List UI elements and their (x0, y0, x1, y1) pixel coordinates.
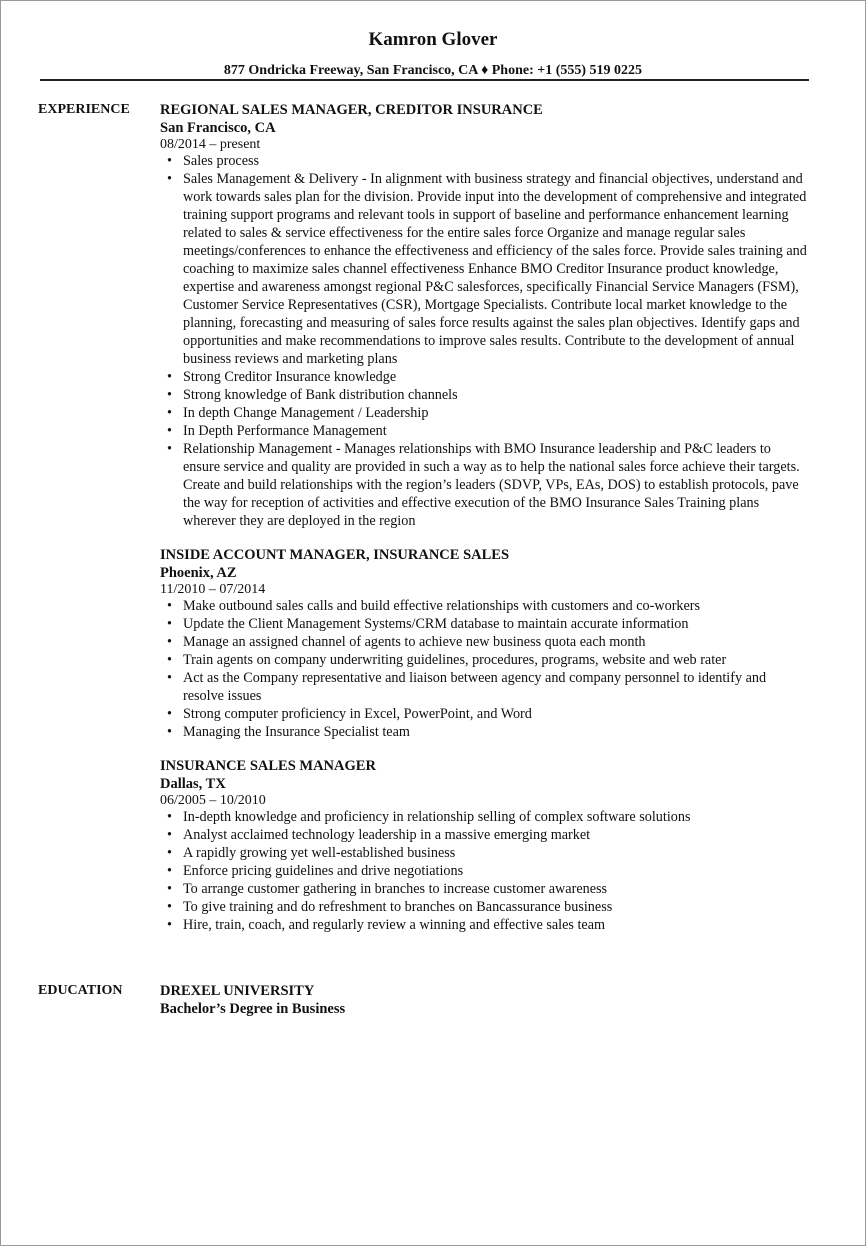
bullet-item: • In-depth knowledge and proficiency in relationship selling of complex software solutions (160, 808, 810, 826)
job-title: INSURANCE SALES MANAGER (160, 758, 376, 774)
job-dates: 11/2010 – 07/2014 (160, 582, 266, 597)
section-label-education: EDUCATION (38, 983, 123, 998)
bullet-item: • In depth Change Management / Leadership (160, 404, 810, 422)
degree-name: Bachelor’s Degree in Business (160, 1001, 346, 1017)
bullet-item: • Analyst acclaimed technology leadership in a massive emerging market (160, 826, 810, 844)
bullet-item: • Train agents on company underwriting guidelines, procedures, programs, website and web rater (160, 651, 810, 669)
job-location: Dallas, TX (160, 776, 226, 792)
job-dates: 08/2014 – present (160, 137, 261, 152)
bullet-item: • To give training and do refreshment to branches on Bancassurance business (160, 898, 810, 916)
bullet-item: • A rapidly growing yet well-established business (160, 844, 810, 862)
job-dates: 06/2005 – 10/2010 (160, 793, 266, 808)
contact-line: 877 Ondricka Freeway, San Francisco, CA ♦ Phone: +1 (555) 519 0225 (223, 63, 643, 78)
job-entry (160, 757, 810, 934)
bullet-item: • Strong Creditor Insurance knowledge (160, 368, 810, 386)
bullet-item: • Sales Management & Delivery - In alignment with business strategy and financial objectives, understand and work towards sales plan for the division. Provide input into the development of comprehensive and integrated training support programs and relevant tools in support of baseline and performance enhancement learning related to sales & service effectiveness for the entire sales force Organize and manage regular sales meetings/conferences to enhance the effectiveness and efficiency of the sales force. Provide sales training and coaching to maximize sales channel effectiveness Enhance BMO Creditor Insurance product knowledge, expertise and awareness amongst regional P&C salesforces, specifically Financial Service Managers (FSM), Customer Service Representatives (CSR), Mortgage Specialists. Contribute local market knowledge to the planning, forecasting and measuring of sales force results against the sales plan objectives. Identify gaps and opportunities and make recommendations to improve sales results. Contribute to the development of annual business reviews and marketing plans (160, 170, 810, 368)
school-name: DREXEL UNIVERSITY (160, 983, 315, 999)
education-body (160, 982, 810, 1018)
bullet-item: • Sales process (160, 152, 810, 170)
job-title: INSIDE ACCOUNT MANAGER, INSURANCE SALES (160, 547, 510, 563)
bullet-item: • Strong knowledge of Bank distribution channels (160, 386, 810, 404)
bullet-item: • Make outbound sales calls and build effective relationships with customers and co-workers (160, 597, 810, 615)
job-entry (160, 546, 810, 741)
job-bullets (160, 152, 810, 530)
candidate-name: Kamron Glover (368, 29, 498, 50)
bullet-item: • Update the Client Management Systems/CRM database to maintain accurate information (160, 615, 810, 633)
job-location: San Francisco, CA (160, 120, 276, 136)
job-location: Phoenix, AZ (160, 565, 237, 581)
section-label-experience: EXPERIENCE (38, 102, 130, 117)
job-bullets (160, 597, 810, 741)
bullet-item: • Strong computer proficiency in Excel, PowerPoint, and Word (160, 705, 810, 723)
bullet-item: • Enforce pricing guidelines and drive negotiations (160, 862, 810, 880)
bullet-item: • In Depth Performance Management (160, 422, 810, 440)
job-bullets (160, 808, 810, 934)
bullet-item: • To arrange customer gathering in branches to increase customer awareness (160, 880, 810, 898)
bullet-item: • Managing the Insurance Specialist team (160, 723, 810, 741)
experience-body (160, 101, 810, 950)
resume-header (0, 28, 866, 80)
bullet-item: • Relationship Management - Manages relationships with BMO Insurance leadership and P&C leaders to ensure service and quality are provided in such a way as to help the national sales force achieve their targets. Create and build relationships with the region’s leaders (SDVP, VPs, EAs, DOS) to establish protocols, pave the way for reception of activities and effective execution of the BMO Insurance Sales Training plans wherever they are deployed in the region (160, 440, 810, 530)
job-title: REGIONAL SALES MANAGER, CREDITOR INSURANCE (160, 102, 543, 118)
job-entry (160, 101, 810, 530)
bullet-item: • Manage an assigned channel of agents to achieve new business quota each month (160, 633, 810, 651)
bullet-item: • Act as the Company representative and liaison between agency and company personnel to identify and resolve issues (160, 669, 810, 705)
bullet-item: • Hire, train, coach, and regularly review a winning and effective sales team (160, 916, 810, 934)
header-divider (40, 79, 809, 81)
